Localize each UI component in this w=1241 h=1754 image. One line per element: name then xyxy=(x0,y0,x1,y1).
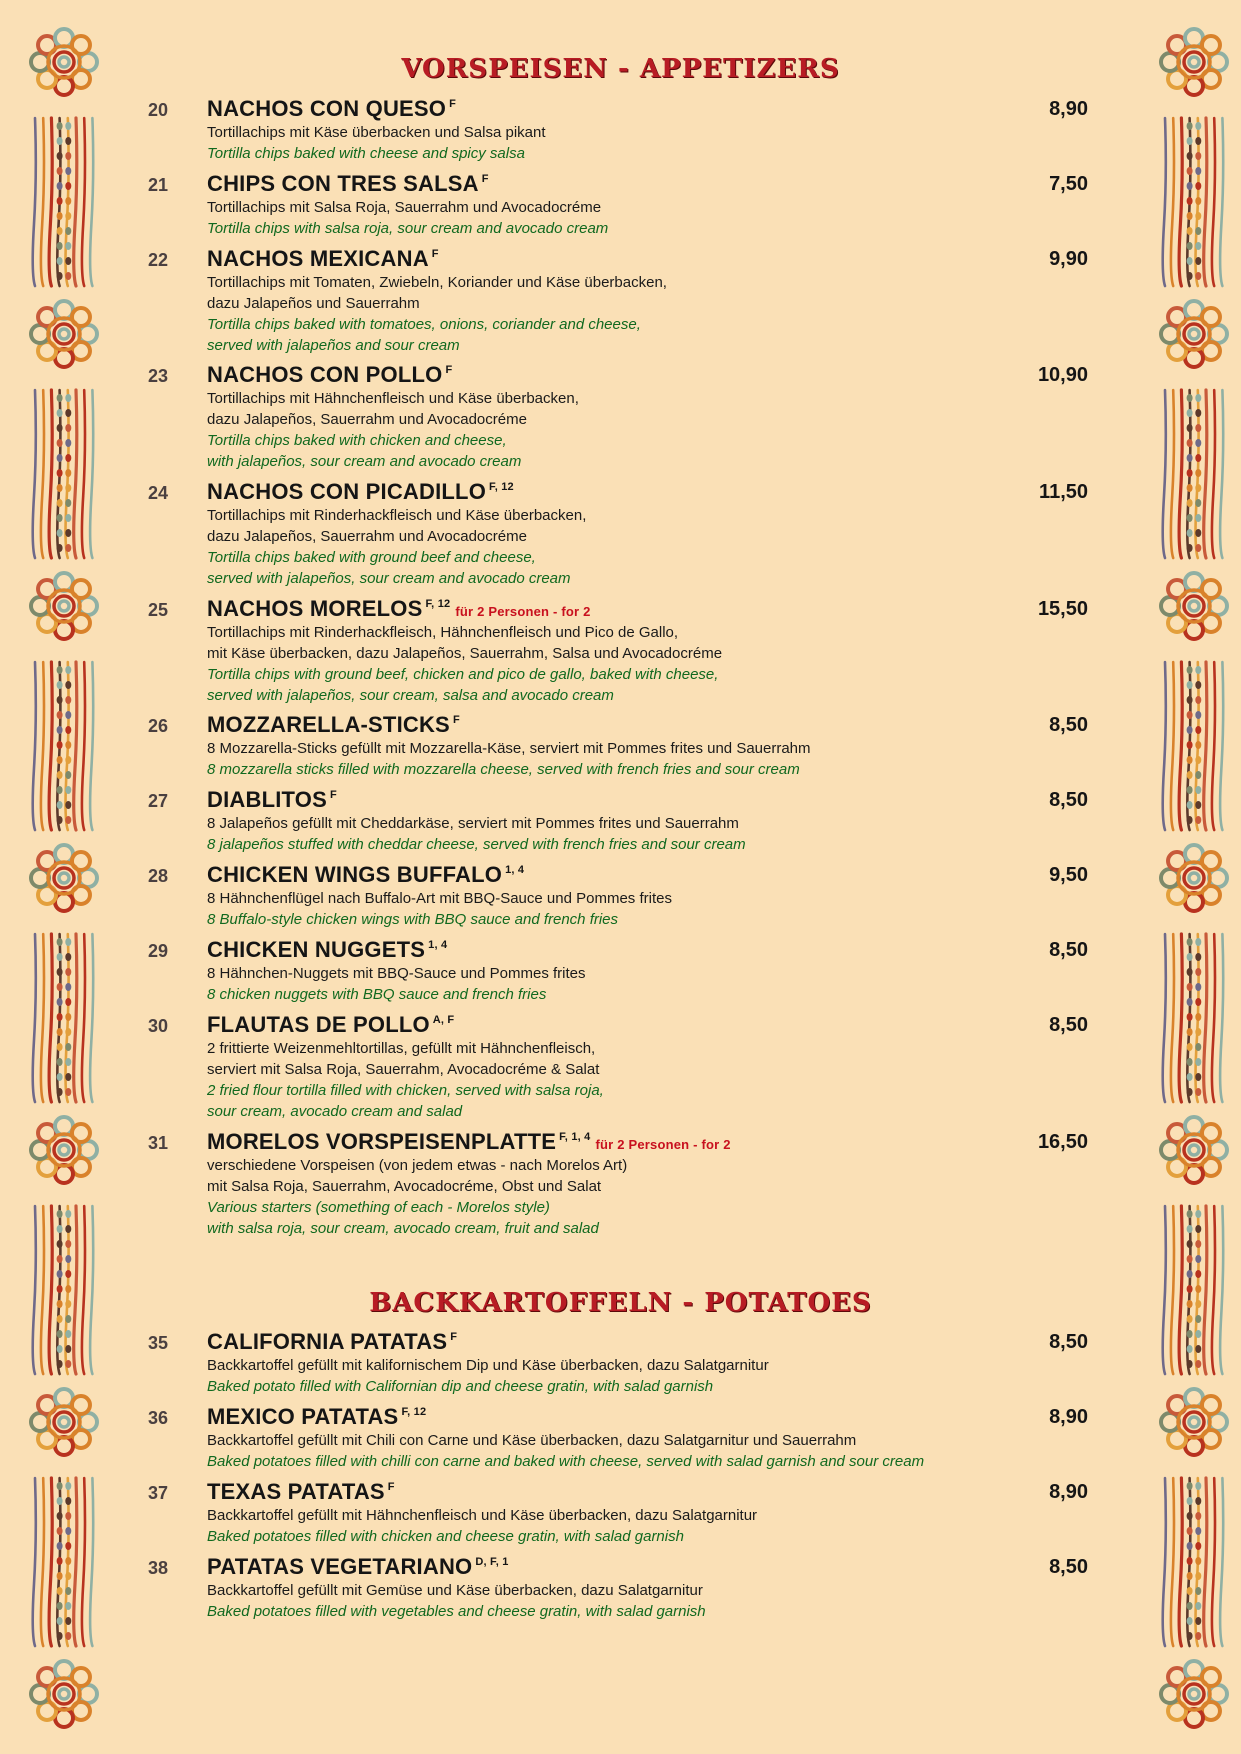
item-price: 9,50 xyxy=(1049,864,1088,886)
item-price: 15,50 xyxy=(1037,598,1088,620)
item-number: 38 xyxy=(148,1558,169,1578)
item-name: MOZZARELLA-STICKS $^F$ xyxy=(207,712,460,737)
item-number: 35 xyxy=(148,1333,169,1353)
item-name: PATATAS VEGETARIANO $^{D, F, 1}$ xyxy=(207,1554,509,1579)
item-name: CHICKEN NUGGETS $^{1, 4}$ xyxy=(207,937,448,962)
item-number: 28 xyxy=(148,866,169,886)
item-number: 30 xyxy=(148,1016,169,1036)
item-price: 8,50 xyxy=(1049,1556,1088,1578)
item-description: Backkartoffel gefüllt mit Chili con Carne und Käse überbacken, dazu Salatgarnitur und Sauerrahm Baked potatoes filled with chilli con carne and baked with cheese, served with salad garnish and sour cream xyxy=(207,1432,925,1470)
item-description: Tortillachips mit Rinderhackfleisch, Hähnchenfleisch und Pico de Gallo, mit Käse überbacken, dazu Jalapeños, Sauerrahm, Salsa und Avocadocréme Tortilla chips with ground beef, chicken and pico de gallo, baked with cheese, served with jalapeños, sour cream, salsa and avocado cream xyxy=(207,624,723,704)
item-price: 11,50 xyxy=(1039,481,1088,503)
item-number: 23 xyxy=(148,366,169,386)
item-number: 27 xyxy=(148,791,169,811)
item-description: verschiedene Vorspeisen (von jedem etwas - nach Morelos Art) mit Salsa Roja, Sauerrahm, Avocadocréme, Obst und Salat Various starters (something of each - Morelos style) with salsa roja, sour cream, avocado cream, fruit and salad xyxy=(207,1157,628,1237)
item-number: 36 xyxy=(148,1408,169,1428)
item-number: 24 xyxy=(148,483,169,503)
item-description: Tortillachips mit Hähnchenfleisch und Käse überbacken, dazu Jalapeños, Sauerrahm und Avocadocréme Tortilla chips baked with chicken and cheese, with jalapeños, sour cream and avocado cream xyxy=(207,390,579,470)
item-number: 26 xyxy=(148,716,169,736)
item-name: MORELOS VORSPEISENPLATTE $^{F, 1, 4}$ für 2 Personen - for 2 xyxy=(207,1129,731,1154)
item-price: 10,90 xyxy=(1037,364,1088,386)
item-description: Backkartoffel gefüllt mit Gemüse und Käse überbacken, dazu Salatgarnitur Baked potatoes filled with vegetables and cheese gratin, with salad garnish xyxy=(207,1582,706,1620)
item-name: TEXAS PATATAS $^F$ xyxy=(207,1479,395,1504)
item-description: Tortillachips mit Rinderhackfleisch und Käse überbacken, dazu Jalapeños, Sauerrahm und Avocadocréme Tortilla chips baked with ground beef and cheese, served with jalapeños, sour cream and avocado cream xyxy=(207,507,587,587)
item-price: 8,50 xyxy=(1049,714,1088,736)
item-price: 7,50 xyxy=(1049,173,1088,195)
item-price: 8,50 xyxy=(1049,939,1088,961)
item-number: 37 xyxy=(148,1483,169,1503)
item-description: 2 frittierte Weizenmehltortillas, gefüllt mit Hähnchenfleisch, serviert mit Salsa Roja, Sauerrahm, Avocadocréme & Salat 2 fried flour tortilla filled with chicken, served with salsa roja, sour cream, avocado cream and salad xyxy=(207,1040,604,1120)
item-name: MEXICO PATATAS $^{F, 12}$ xyxy=(207,1404,427,1429)
item-name: NACHOS CON POLLO $^F$ xyxy=(207,362,453,387)
item-price: 8,90 xyxy=(1049,98,1088,120)
item-description: Tortillachips mit Salsa Roja, Sauerrahm und Avocadocréme Tortilla chips with salsa roja, sour cream and avocado cream xyxy=(207,199,609,237)
item-description: 8 Hähnchenflügel nach Buffalo-Art mit BBQ-Sauce und Pommes frites 8 Buffalo-style chicken wings with BBQ sauce and french fries xyxy=(207,890,672,928)
serving-note: für 2 Personen - for 2 xyxy=(595,1137,731,1152)
serving-note: für 2 Personen - for 2 xyxy=(455,604,591,619)
item-price: 16,50 xyxy=(1037,1131,1088,1153)
item-name: CALIFORNIA PATATAS $^F$ xyxy=(207,1329,458,1354)
item-description: Backkartoffel gefüllt mit kalifornischem Dip und Käse überbacken, dazu Salatgarnitur Baked potato filled with Californian dip and cheese gratin, with salad garnish xyxy=(207,1357,769,1395)
item-description: 8 Jalapeños gefüllt mit Cheddarkäse, serviert mit Pommes frites und Sauerrahm 8 jalapeños stuffed with cheddar cheese, served with french fries and sour cream xyxy=(207,815,746,853)
item-number: 22 xyxy=(148,250,169,270)
section-title-appetizers: VORSPEISEN - APPETIZERS xyxy=(401,54,840,84)
item-number: 29 xyxy=(148,941,169,961)
item-description: Tortillachips mit Käse überbacken und Salsa pikant Tortilla chips baked with cheese and spicy salsa xyxy=(207,124,546,162)
item-price: 8,90 xyxy=(1049,1481,1088,1503)
item-name: NACHOS MORELOS $^{F, 12}$ für 2 Personen - for 2 xyxy=(207,596,591,621)
item-price: 9,90 xyxy=(1049,248,1088,270)
item-price: 8,50 xyxy=(1049,1331,1088,1353)
item-price: 8,90 xyxy=(1049,1406,1088,1428)
item-number: 31 xyxy=(148,1133,169,1153)
section-title-potatoes: BACKKARTOFFELN - POTATOES xyxy=(369,1288,872,1318)
item-name: DIABLITOS $^F$ xyxy=(207,787,337,812)
item-name: NACHOS CON QUESO $^F$ xyxy=(207,96,457,121)
item-name: CHICKEN WINGS BUFFALO $^{1, 4}$ xyxy=(207,862,525,887)
item-name: NACHOS CON PICADILLO $^{F, 12}$ xyxy=(207,479,514,504)
item-description: Backkartoffel gefüllt mit Hähnchenfleisch und Käse überbacken, dazu Salatgarnitur Baked potatoes filled with chicken and cheese gratin, with salad garnish xyxy=(207,1507,758,1545)
item-price: 8,50 xyxy=(1049,789,1088,811)
item-description: 8 Mozzarella-Sticks gefüllt mit Mozzarella-Käse, serviert mit Pommes frites und Sauerrahm 8 mozzarella sticks filled with mozzarella cheese, served with french fries and sour cream xyxy=(207,740,811,778)
item-name: CHIPS CON TRES SALSA $^F$ xyxy=(207,171,489,196)
item-number: 20 xyxy=(148,100,169,120)
item-number: 21 xyxy=(148,175,169,195)
item-number: 25 xyxy=(148,600,169,620)
item-description: Tortillachips mit Tomaten, Zwiebeln, Koriander und Käse überbacken, dazu Jalapeños und Sauerrahm Tortilla chips baked with tomatoes, onions, coriander and cheese, served with jalapeños and sour cream xyxy=(207,274,667,354)
item-name: NACHOS MEXICANA $^F$ xyxy=(207,246,439,271)
item-description: 8 Hähnchen-Nuggets mit BBQ-Sauce und Pommes frites 8 chicken nuggets with BBQ sauce and french fries xyxy=(207,965,586,1003)
item-price: 8,50 xyxy=(1049,1014,1088,1036)
item-name: FLAUTAS DE POLLO $^{A, F}$ xyxy=(207,1012,455,1037)
